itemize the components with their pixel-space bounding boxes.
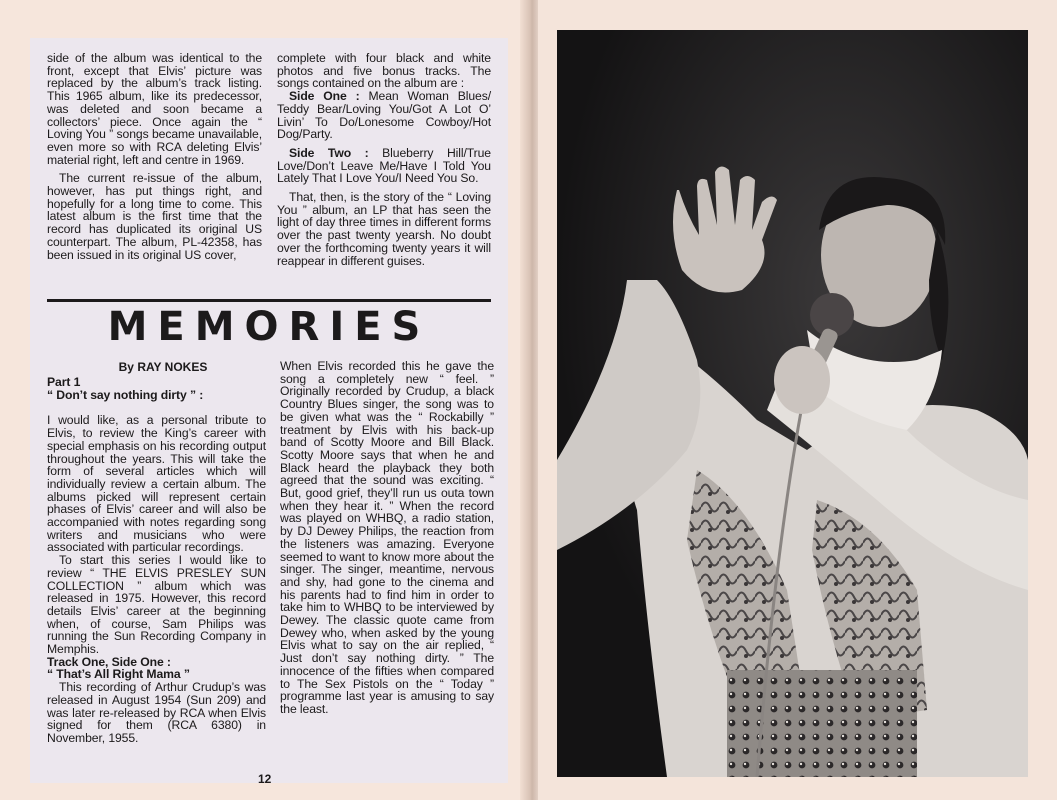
paragraph: To start this series I would like to review “ THE ELVIS PRESLEY SUN COLLECTION ” album which was released in 1975. However, this record details Elvis’ career at the beginning when, of course, Sam Philips was running the Sun Recording Company in Memphis.: [47, 553, 266, 657]
paragraph: side of the album was identical to the front, except that Elvis’ picture was replaced by the album’s track listing. This 1965 album, like its predecessor, was deleted and soon became a collectors’ piece. Once again the “ Loving You ” songs became unavailable, even more so with RCA deleting Elvis’ material right, left and centre in 1969.: [47, 51, 262, 167]
memories-column-2: [280, 360, 494, 716]
track-title-text: “ That’s All Right Mama ”: [47, 667, 190, 682]
top-article-column-1: [47, 52, 262, 261]
side-two-tracks: Blueberry Hill/True Love/Don’t Leave Me/Have I Told You Lately That I Love You/I Need You So.: [277, 145, 491, 186]
paragraph: When Elvis recorded this he gave the song a completely new “ feel. ” Originally recorded by Crudup, a black Country Blues singer, the song was to be given what was the “ Rockabilly ” treatment by Elvis with his back-up band of Scotty Moore and Bill Black. Scotty Moore says that when he and Black heard the playback they both agreed that the sound was exciting. “ But, good grief, they’ll run us outa town when they hear it. ” When the record was played on WHBQ, a radio station, by DJ Dewey Philips, the reaction from the listeners was amazing. Everyone seemed to want to know more about the singer. The singer, meantime, nervous and shy, had gone to the cinema and his parents had to find him in order to take him to WHBQ to be interviewed by Dewey. The classic quote came from Dewey who, when asked by the young Elvis what to say on the air replied, “ Just don’t say nothing dirty. ” The innocence of the fifties when compared to The Sex Pistols on the “ Today ” programme last year is amusing to say the least.: [280, 359, 494, 716]
paragraph: complete with four black and white photos and five bonus tracks. The songs contained on the album are :: [277, 51, 491, 91]
section-divider: [47, 299, 491, 302]
paragraph: The current re-issue of the album, however, has put things right, and hopefully for a long time to come. This latest album is the first time that the record has duplicated its original US counterpart. The album, PL-42358, has been issued in its original US cover,: [47, 171, 262, 262]
top-article-column-2: [277, 52, 491, 267]
article-headline: MEMORIES: [107, 304, 431, 350]
side-one-label: Side One :: [289, 89, 360, 104]
part-title-text: “ Don’t say nothing dirty ” :: [47, 387, 204, 402]
photo-illustration: [557, 30, 1028, 777]
paragraph: That, then, is the story of the “ Loving You ” album, an LP that has seen the light of day three times in different forms over the past twenty yearsh. No doubt over the forthcoming twenty years it will reappear in different guises.: [277, 190, 491, 268]
page-number: 12: [258, 772, 272, 786]
memories-column-1: [47, 376, 266, 745]
side-one-listing: [277, 90, 491, 141]
side-two-label: Side Two :: [289, 145, 369, 160]
part-label-text: Part 1: [47, 375, 81, 389]
track-label-text: Track One, Side One :: [47, 654, 171, 669]
elvis-photo: [557, 30, 1028, 777]
side-two-listing: [277, 147, 491, 185]
side-one-tracks: Mean Woman Blues/ Teddy Bear/Loving You/Got A Lot O’ Livin’ To Do/Lonesome Cowboy/Hot Dog/Party.: [277, 89, 491, 142]
part-title: [47, 389, 266, 402]
paragraph: I would like, as a personal tribute to Elvis, to review the King’s career with special emphasis on his recording output throughout the years. This will take the form of several articles which will individually review a certain album. The albums picked will represent certain phases of Elvis’ career and will also be accompanied with notes regarding song writers and musicians who were associated with particular recordings.: [47, 413, 266, 555]
paragraph: This recording of Arthur Crudup’s was released in August 1954 (Sun 209) and was later re-released by RCA when Elvis signed for them (RCA 6380) in November, 1955.: [47, 680, 266, 745]
byline: By RAY NOKES: [118, 360, 208, 374]
